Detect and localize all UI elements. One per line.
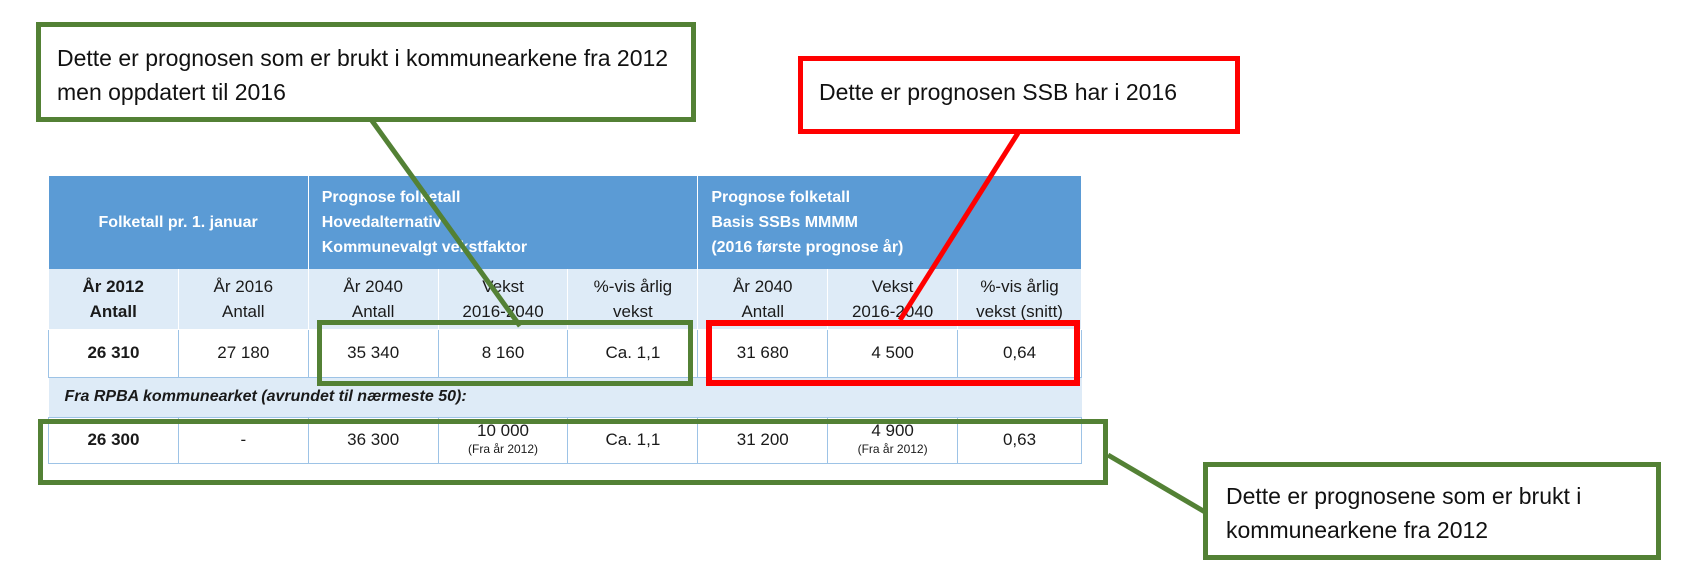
callout-top-right: Dette er prognosen SSB har i 2016 xyxy=(798,56,1240,134)
subheader-cell: År 2016 Antall xyxy=(178,269,308,329)
green-connector-line xyxy=(370,118,520,326)
table-cell: 4 900 (Fra år 2012) xyxy=(828,417,958,463)
header-prognose-ssb: Prognose folketall Basis SSBs MMMM (2016 første prognose år) xyxy=(698,176,1082,269)
table-cell: 10 000 (Fra år 2012) xyxy=(438,417,568,463)
table-cell: 35 340 xyxy=(308,329,438,377)
callout-top-left: Dette er prognosen som er brukt i kommunearkene fra 2012 men oppdatert til 2016 xyxy=(36,22,696,122)
table-cell: 0,64 xyxy=(958,329,1082,377)
highlight-frame-green-row2 xyxy=(38,419,1108,485)
table-cell: 4 500 xyxy=(828,329,958,377)
highlight-frame-green-row1 xyxy=(317,320,693,386)
subheader-cell: Vekst 2016-2040 xyxy=(438,269,568,329)
table-cell: 8 160 xyxy=(438,329,568,377)
table-note: Fra RPBA kommunearket (avrundet til nærmeste 50): xyxy=(49,377,1082,417)
table-cell: Ca. 1,1 xyxy=(568,329,698,377)
header-prognose-hovedalternativ: Prognose folketall Hovedalternativ Kommunevalgt vekstfaktor xyxy=(308,176,698,269)
subheader-cell: %-vis årlig vekst xyxy=(568,269,698,329)
subheader-cell: År 2012 Antall xyxy=(49,269,179,329)
table-cell: 31 680 xyxy=(698,329,828,377)
table-cell: 31 200 xyxy=(698,417,828,463)
green-connector-line-bottom xyxy=(1108,455,1205,512)
red-connector-line xyxy=(900,133,1018,320)
table-cell: - xyxy=(178,417,308,463)
header-folketall: Folketall pr. 1. januar xyxy=(49,176,309,269)
table-cell: Ca. 1,1 xyxy=(568,417,698,463)
subheader-cell: År 2040 Antall xyxy=(698,269,828,329)
highlight-frame-red-row1 xyxy=(706,320,1080,386)
subheader-cell: %-vis årlig vekst (snitt) xyxy=(958,269,1082,329)
table-cell: 27 180 xyxy=(178,329,308,377)
table-cell: 26 300 xyxy=(49,417,179,463)
callout-bottom-right: Dette er prognosene som er brukt i kommunearkene fra 2012 xyxy=(1203,462,1661,560)
table-cell: 0,63 xyxy=(958,417,1082,463)
subheader-cell: Vekst 2016-2040 xyxy=(828,269,958,329)
table-cell: 26 310 xyxy=(49,329,179,377)
table-cell: 36 300 xyxy=(308,417,438,463)
subheader-cell: År 2040 Antall xyxy=(308,269,438,329)
